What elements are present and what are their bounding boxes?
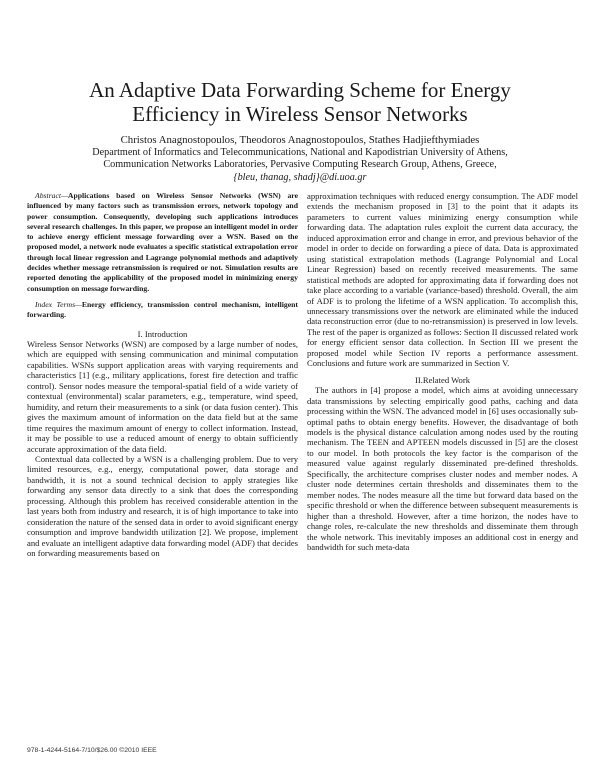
abstract-text: Applications based on Wireless Sensor Networks (WSN) are influenced by many factors such as transmission errors, network topology and power consumption. Consequently, developing such applications introduces several research challenges. In this paper, we propose an intelligent model in order to achieve energy efficient message forwarding over a WSN. Based on the proposed model, a network node evaluates a specific statistical extrapolation error through local linear regression and Lagrange polynomial methods and adaptively decides whether message retransmission is required or not. Simulation results are reported denoting the applicability of the proposed model in minimizing energy consumption on message forwarding. [27, 191, 298, 293]
right-column [307, 191, 578, 552]
affiliation-2: Communication Networks Laboratories, Pervasive Computing Research Group, Athens, Greece, [103, 159, 497, 170]
intro-paragraph-3: approximation techniques with reduced energy consumption. The ADF model extends the mechanism proposed in [3] to the point that it adapts its parameters to current values minimizing energy consumption while forwarding data. The adaptation rules exploit the current data accuracy, the induced approximation error and change in error, and previous behavior of the model in order to decide on forwarding a piece of data. Data is approximated using statistical extrapolation methods (Lagrange Polynomial and Local Linear Regression) based on recently received measurements. The same statistical methods are adopted for approximating data if forwarding does not take place according to a variable (variance-based) threshold. Overall, the aim of ADF is to prolong the lifetime of a WSN application. To accomplish this, unnecessary transmissions over the network are eliminated while the induced data reconstruction error (due to no-retransmission) is preserved in low levels. The rest of the paper is organized as follows: Section II discussed related work for energy efficient sensor data collection. In Section III we present the proposed model while Section IV reports a performance assessment. Conclusions and future work are summarized in Section V. [307, 191, 578, 369]
author-block [40, 134, 560, 184]
section-heading-introduction: I. Introduction [137, 328, 188, 339]
intro-paragraph-2: Contextual data collected by a WSN is a challenging problem. Due to very limited resources, e.g., energy, computational power, data storage and bandwidth, it is not a sound technical decision to apply strategies like forwarding any sensor data directly to a sink that does the corresponding processing. Although this problem has received considerable attention in the last years both from industry and research, it is of high importance to take into consideration the nature of the sensed data in order to avoid significant energy consumption and improve bandwidth utilization [2]. We propose, implement and evaluate an intelligent adaptive data forwarding model (ADF) that decides on forwarding measurements based on [27, 454, 298, 559]
abstract-label: Abstract— [35, 191, 68, 200]
index-terms-text: Energy efficiency, transmission control mechanism, intelligent forwarding. [27, 299, 298, 320]
author-email: {bleu, thanag, shadj}@di.uoa.gr [233, 171, 367, 183]
left-column [27, 191, 298, 559]
index-terms [27, 300, 298, 321]
title-line-1: An Adaptive Data Forwarding Scheme for Energy [89, 78, 511, 102]
related-work-paragraph: The authors in [4] propose a model, which aims at avoiding unnecessary data transmissions by selecting empirically good paths, caching and data processing within the WSN. The advanced model in [6] uses occasionally sub-optimal paths to obtain energy benefits. However, the disadvantage of both models is the physical distance calculation among nodes used by the routing mechanism. The TEEN and APTEEN models discussed in [5] are the closest to our model. In both protocols the key factor is the comparison of the measured value against regularly disseminated pre-defined thresholds. Specifically, the architecture comprises cluster nodes and member nodes. A cluster node determines certain thresholds and disseminates them to the member nodes. The nodes measure all the time but forward data based on the specific threshold or when the difference between subsequent measurements is higher than a threshold. However, after a time horizon, the nodes have to change roles, re-calculate the new thresholds and disseminate them through the whole network. This inevitably imposes an additional cost in energy and bandwidth for such meta-data [307, 385, 578, 552]
intro-paragraph-1: Wireless Sensor Networks (WSN) are composed by a large number of nodes, which are equipped with sensing communication and minimal computation capabilities. WSNs support application areas with varying requirements and characteristics [1] (e.g., military applications, forest fire detection and traffic control). Sensor nodes measure the temporal-spatial field of a wide variety of contextual (environmental) scalar parameters, e.g., temperature, wind speed, humidity, and return their measurements to a sink (or data fusion center). This gives the maximum amount of information on the data field but at the same time requires the maximum amount of energy to collect information. Instead, it may be possible to use a reduced amount of energy to obtain sufficiently accurate approximation of the data field. [27, 339, 298, 454]
abstract [27, 191, 298, 294]
index-terms-label: Index Terms— [35, 299, 82, 309]
copyright-footer: 978-1-4244-5164-7/10/$26.00 ©2010 IEEE [27, 747, 157, 754]
paper-title [40, 78, 560, 126]
author-names: Christos Anagnostopoulos, Theodoros Anagnostopoulos, Stathes Hadjiefthymiades [120, 134, 480, 146]
section-heading-related-work: II.Related Work [415, 374, 470, 385]
title-line-2: Efficiency in Wireless Sensor Networks [132, 102, 468, 126]
affiliation-1: Department of Informatics and Telecommunications, National and Kapodistrian University of Athens, [92, 146, 508, 158]
